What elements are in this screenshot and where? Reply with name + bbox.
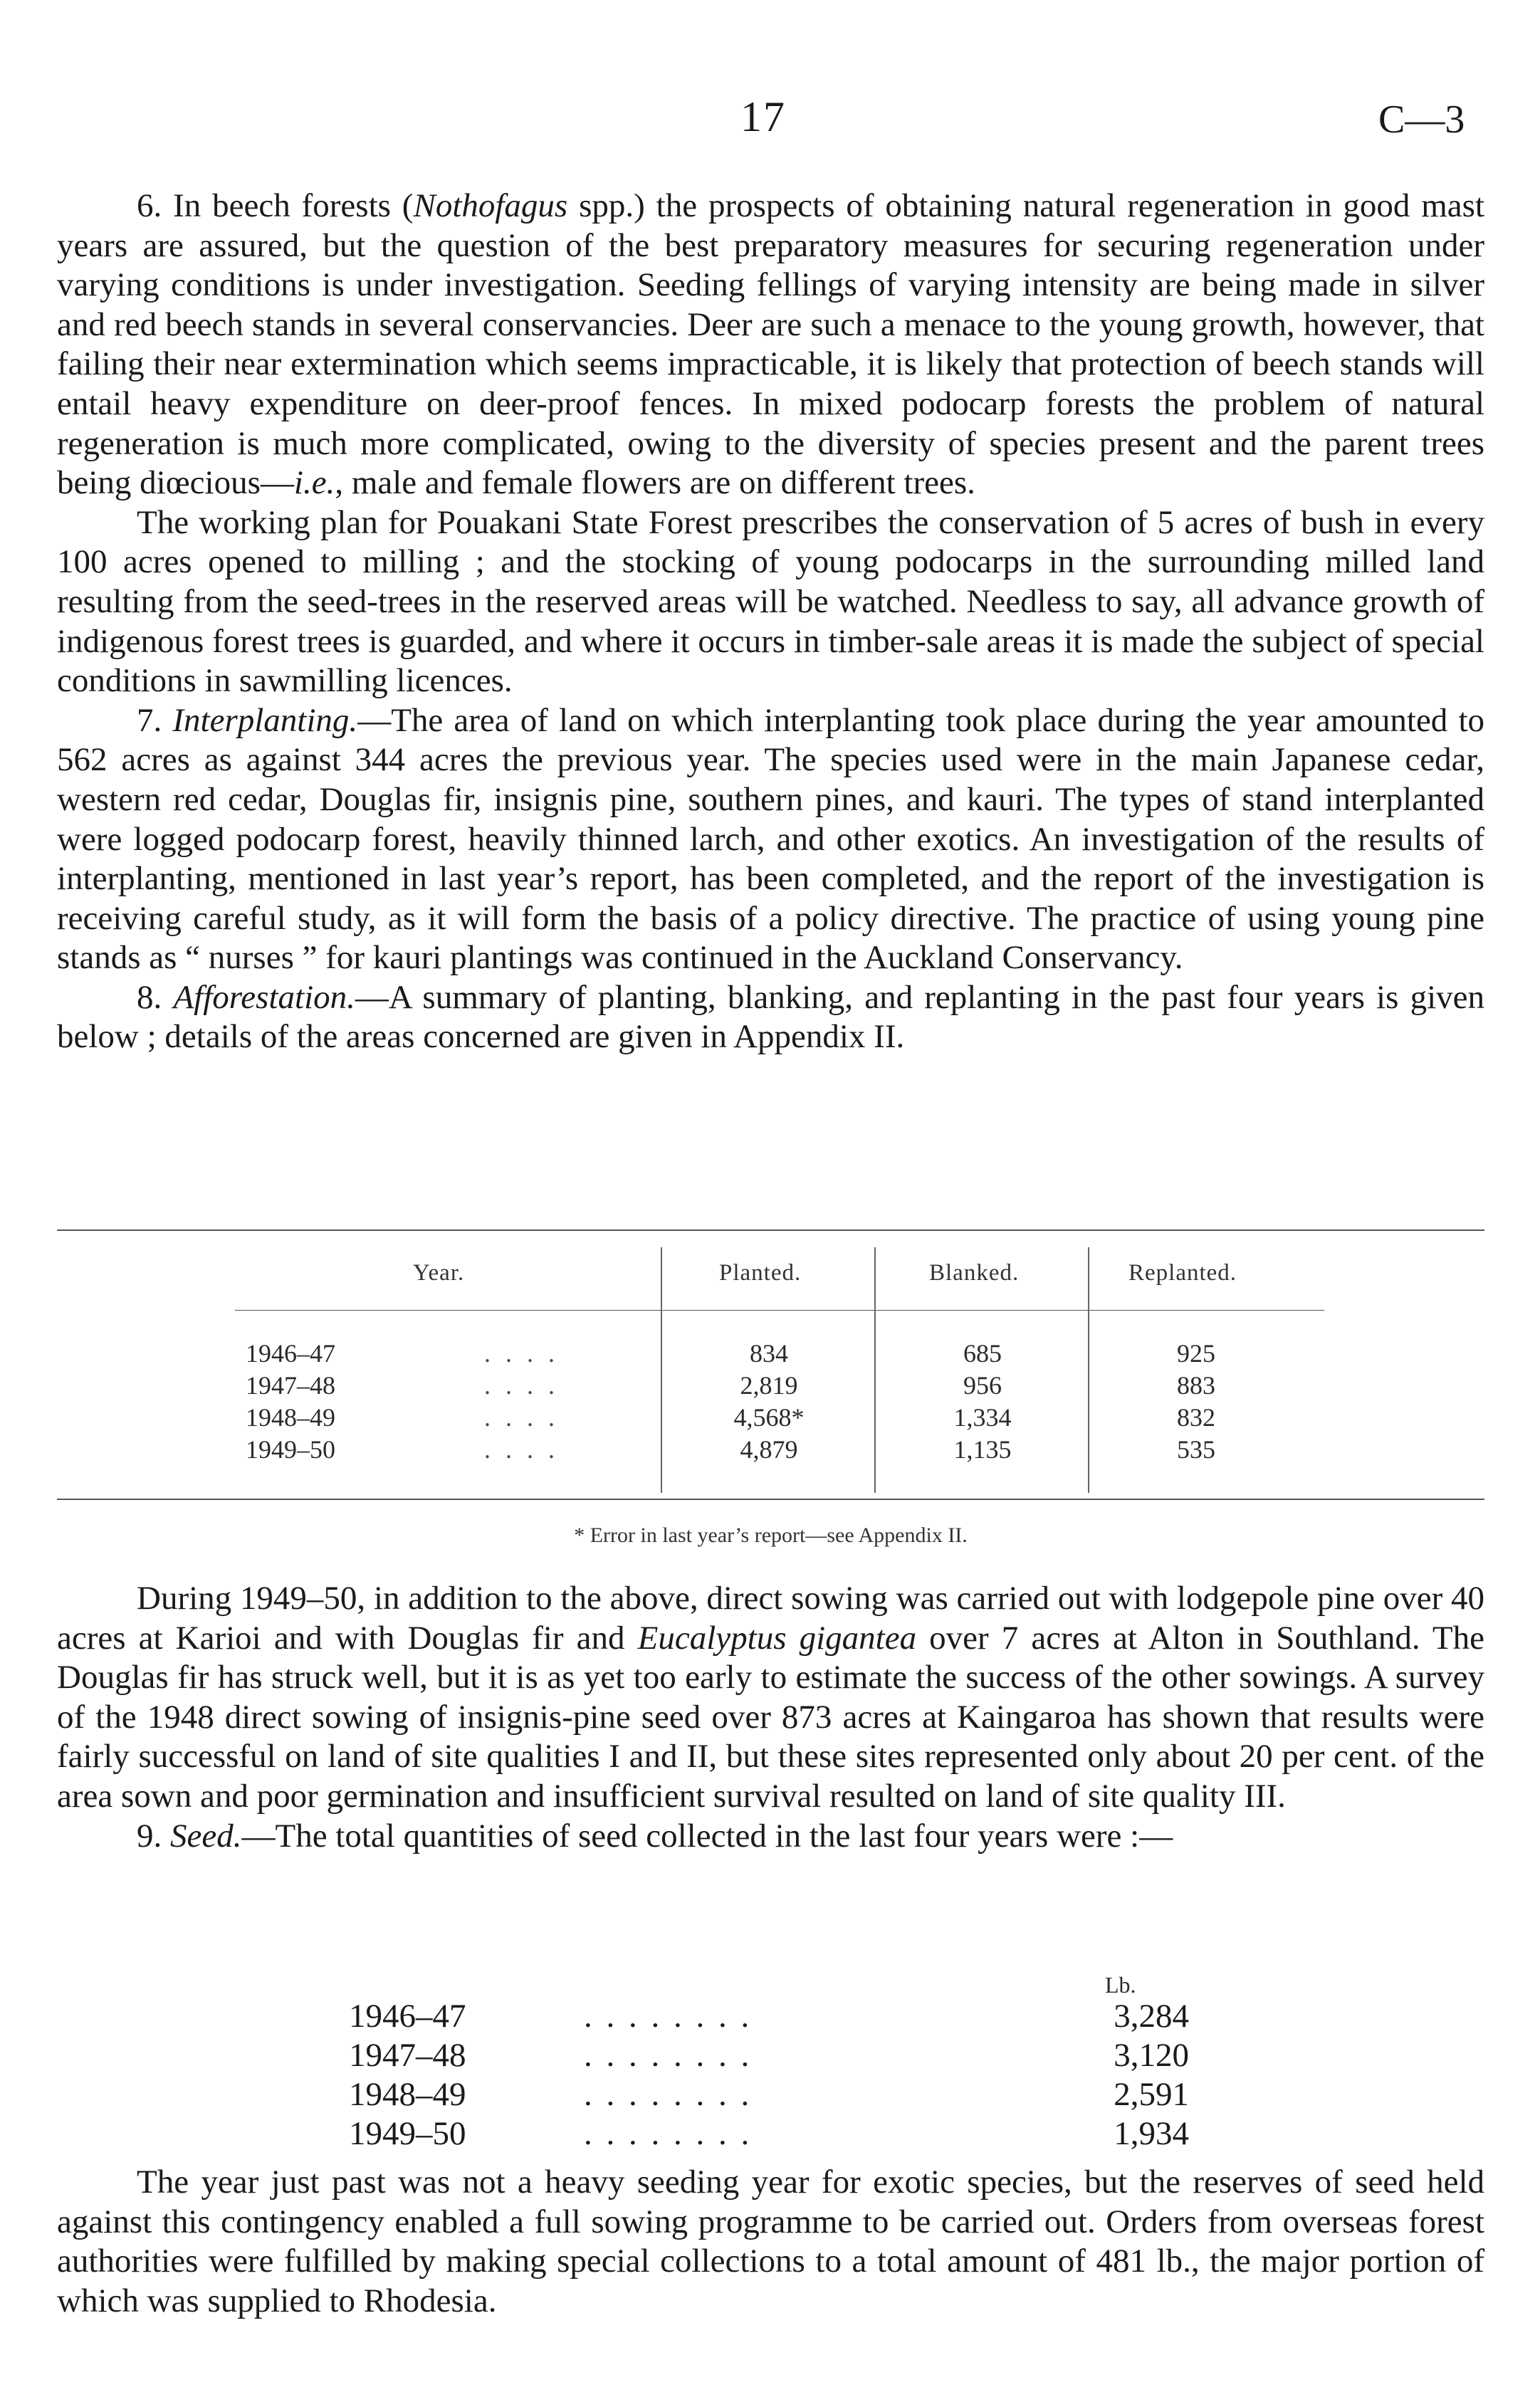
col-header-blanked: Blanked. (929, 1260, 1020, 1286)
row-year: 1946–47 (246, 1339, 335, 1368)
body-text-lower (57, 2163, 1484, 2321)
row-leader: . . . . (484, 1403, 559, 1432)
paragraph-8-title: Afforestation. (173, 978, 355, 1016)
paragraph-8 (57, 978, 1484, 1057)
col-header-planted: Planted. (719, 1260, 802, 1286)
table-divider-3 (1088, 1247, 1089, 1493)
body-text-middle (57, 1579, 1484, 1856)
row-blanked: 685 (963, 1339, 1002, 1368)
seed-leader: . . . . . . . . (584, 2037, 753, 2074)
paragraph-9-title: Seed. (170, 1817, 242, 1855)
seed-amount: 3,120 (1114, 2037, 1189, 2074)
paragraph-9-number: 9. (137, 1817, 162, 1855)
seed-leader: . . . . . . . . (584, 1998, 753, 2035)
row-year: 1947–48 (246, 1371, 335, 1400)
document-code: C—3 (1378, 98, 1465, 142)
seed-leader: . . . . . . . . (584, 2076, 753, 2113)
seed-year: 1946–47 (349, 1998, 466, 2035)
table-header-rule (235, 1310, 1324, 1311)
row-leader: . . . . (484, 1435, 559, 1464)
row-blanked: 1,334 (953, 1403, 1012, 1432)
paragraph-6 (57, 187, 1484, 503)
paragraph-sowing (57, 1579, 1484, 1817)
row-leader: . . . . (484, 1371, 559, 1400)
paragraph-7 (57, 701, 1484, 978)
paragraph-6-text-b: spp.) the prospects of obtaining natural regeneration in good mast years are assured, but the question of the best preparatory measures for securing regeneration under varying conditions is under investigation. Seeding fellings of varying intensity are being made in silver and red beech stands in several conservancies. Deer are such a menace to the young growth, however, that failing their near extermination which seems impracticable, it is likely that protection of beech stands will entail heavy expenditure on deer-proof fences. In mixed podocarp forests the problem of natural regeneration is much more complicated, owing to the diversity of species present and the parent trees being diœcious— (57, 187, 1484, 502)
seed-amount: 2,591 (1114, 2076, 1189, 2113)
seed-year: 1947–48 (349, 2037, 466, 2074)
row-replanted: 535 (1177, 1435, 1215, 1464)
col-header-year: Year. (413, 1260, 465, 1286)
paragraph-6-text-c: , male and female flowers are on different trees. (335, 464, 975, 502)
paragraph-9-text: —The total quantities of seed collected in the last four years were :— (241, 1817, 1173, 1855)
paragraph-7-number: 7. (137, 701, 162, 739)
ie-abbrev: i.e. (293, 464, 335, 502)
paragraph-8-text: —A summary of planting, blanking, and replanting in the past four years is given below ; details of the areas concerned are given in Appendix II. (57, 978, 1485, 1056)
row-year: 1948–49 (246, 1403, 335, 1432)
paragraph-sowing-text-a: During 1949–50, in addition to the above, direct sowing was carried out with lodgepole pine over 40 acres at Karioi and with Douglas fir and (57, 1580, 1484, 1657)
seed-leader: . . . . . . . . (584, 2115, 753, 2152)
paragraph-8-number: 8. (137, 978, 162, 1016)
seed-year: 1949–50 (349, 2115, 466, 2152)
table-divider-1 (661, 1247, 662, 1493)
row-blanked: 1,135 (953, 1435, 1012, 1464)
paragraph-7-text: —The area of land on which interplanting took place during the year amounted to 562 acres as against 344 acres the previous year. The species used were in the main Japanese cedar, western red cedar, Douglas fir, insignis pine, southern pines, and kauri. The types of stand interplanted were logged podocarp forest, heavily thinned larch, and other exotics. An investigation of the results of interplanting, mentioned in last year’s report, has been completed, and the report of the investigation is receiving careful study, as it will form the basis of a policy directive. The practice of using young pine stands as “ nurses ” for kauri plantings was continued in the Auckland Conservancy. (57, 701, 1484, 977)
row-replanted: 925 (1177, 1339, 1215, 1368)
paragraph-6b: The working plan for Pouakani State Forest prescribes the conservation of 5 acres of bush in every 100 acres opened to milling ; and the stocking of young podocarps in the surrounding milled land resulting from the seed-trees in the reserved areas will be watched. Needless to say, all advance growth of indigenous forest trees is guarded, and where it occurs in timber-sale areas it is made the subject of special conditions in sawmilling licences. (57, 503, 1484, 700)
row-year: 1949–50 (246, 1435, 335, 1464)
table-bottom-rule (57, 1499, 1484, 1500)
col-header-replanted: Replanted. (1128, 1260, 1237, 1286)
row-planted: 834 (750, 1339, 788, 1368)
paragraph-7-title: Interplanting. (172, 701, 358, 739)
row-leader: . . . . (484, 1339, 559, 1368)
seed-year: 1948–49 (349, 2076, 466, 2113)
genus-name: Nothofagus (413, 187, 568, 224)
row-planted: 4,568* (733, 1403, 805, 1432)
body-text-upper (57, 187, 1484, 1057)
page-number: 17 (740, 93, 786, 140)
row-replanted: 883 (1177, 1371, 1215, 1400)
paragraph-6-text-a: In beech forests ( (173, 187, 414, 224)
table-divider-2 (874, 1247, 876, 1493)
table-top-rule (57, 1229, 1484, 1231)
table-footnote: * Error in last year’s report—see Appendix II. (574, 1523, 968, 1547)
seed-amount: 3,284 (1114, 1998, 1189, 2035)
seed-amount: 1,934 (1114, 2115, 1189, 2152)
species-name: Eucalyptus gigantea (637, 1619, 917, 1657)
paragraph-final: The year just past was not a heavy seeding year for exotic species, but the reserves of seed held against this contingency enabled a full sowing programme to be carried out. Orders from overseas forest authorities were fulfilled by making special collections to a total amount of 481 lb., the major portion of which was supplied to Rhodesia. (57, 2164, 1484, 2319)
row-planted: 2,819 (740, 1371, 798, 1400)
row-planted: 4,879 (740, 1435, 798, 1464)
row-blanked: 956 (963, 1371, 1002, 1400)
paragraph-9 (57, 1817, 1484, 1857)
seed-unit: Lb. (1105, 1972, 1136, 1998)
paragraph-6-number: 6. (137, 187, 162, 224)
paragraph-sowing-text-b: over 7 acres at Alton in Southland. The Douglas fir has struck well, but it is as yet too early to estimate the success of the other sowings. A survey of the 1948 direct sowing of insignis-pine seed over 873 acres at Kaingaroa has shown that results were fairly successful on land of site qualities I and II, but these sites represented only about 20 per cent. of the area sown and poor germination and insufficient survival resulted on land of site quality III. (57, 1619, 1484, 1815)
row-replanted: 832 (1177, 1403, 1215, 1432)
